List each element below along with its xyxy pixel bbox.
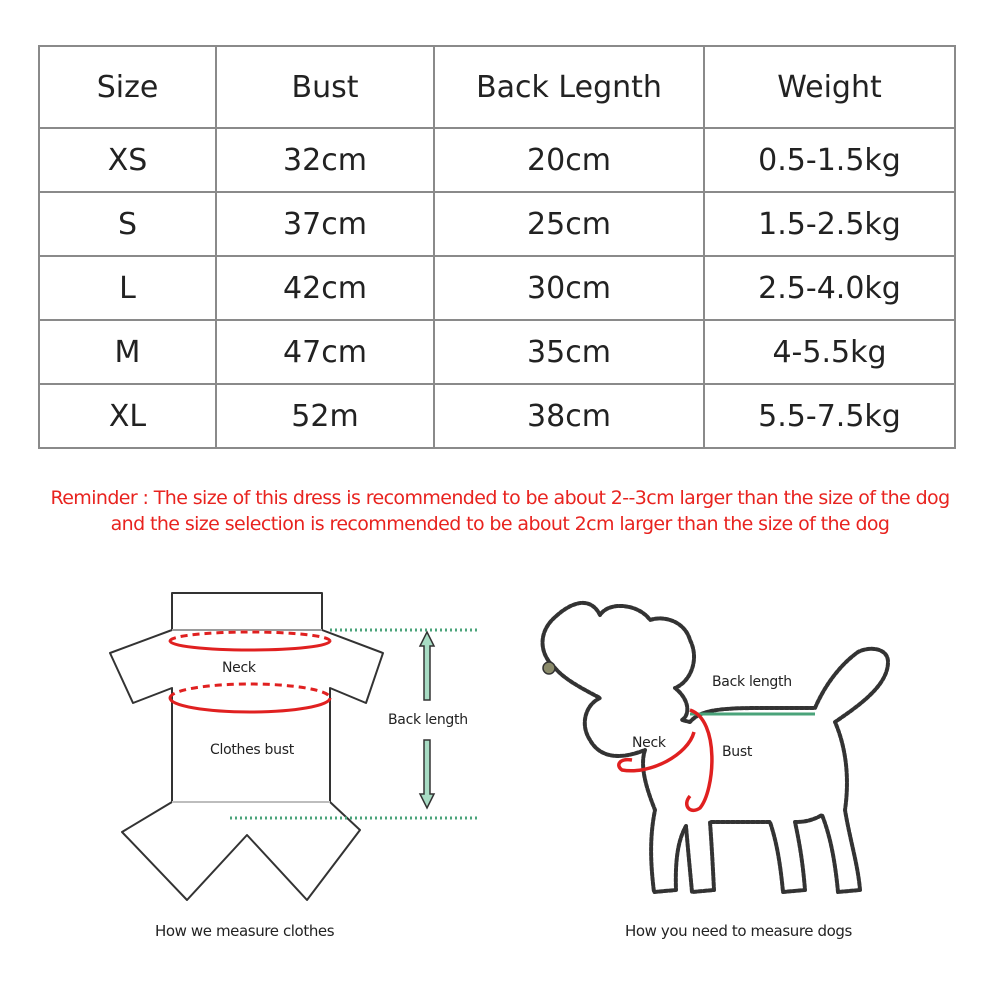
measurement-diagrams: [0, 560, 1000, 980]
table-row: [39, 256, 955, 320]
dog-outline: [543, 603, 888, 892]
dog-back-length-label: Back length: [712, 674, 792, 690]
cell-back-length: 30cm: [434, 256, 704, 320]
cell-weight: 1.5-2.5kg: [704, 192, 955, 256]
table-row: [39, 128, 955, 192]
dog-caption: How you need to measure dogs: [625, 922, 852, 940]
reminder-note: [20, 485, 980, 537]
header-bust: Bust: [216, 46, 434, 128]
table-header-row: [39, 46, 955, 128]
cell-weight: 0.5-1.5kg: [704, 128, 955, 192]
cell-weight: 4-5.5kg: [704, 320, 955, 384]
diagram-illustration: [0, 560, 1000, 980]
dog-nose: [543, 662, 555, 674]
header-size: Size: [39, 46, 216, 128]
cell-back-length: 25cm: [434, 192, 704, 256]
cell-back-length: 20cm: [434, 128, 704, 192]
header-weight: Weight: [704, 46, 955, 128]
cell-size: M: [39, 320, 216, 384]
reminder-line-1: Reminder : The size of this dress is recommended to be about 2--3cm larger than the size of the dog: [50, 487, 950, 509]
table-row: [39, 384, 955, 448]
cell-size: L: [39, 256, 216, 320]
cell-bust: 47cm: [216, 320, 434, 384]
reminder-line-2: and the size selection is recommended to be about 2cm larger than the size of the dog: [110, 513, 890, 535]
table-row: [39, 320, 955, 384]
clothes-bust-measure: [170, 684, 330, 712]
cell-back-length: 35cm: [434, 320, 704, 384]
dog-bust-label: Bust: [722, 744, 753, 760]
clothes-neck-measure: [170, 632, 330, 650]
cell-weight: 5.5-7.5kg: [704, 384, 955, 448]
cell-bust: 52m: [216, 384, 434, 448]
clothes-back-length-label: Back length: [388, 712, 468, 728]
dog-neck-label: Neck: [632, 735, 666, 751]
cell-size: XS: [39, 128, 216, 192]
size-table: [38, 45, 956, 449]
clothes-neck-label: Neck: [222, 660, 256, 676]
header-back-length: Back Legnth: [434, 46, 704, 128]
cell-bust: 42cm: [216, 256, 434, 320]
clothes-caption: How we measure clothes: [155, 922, 335, 940]
cell-size: S: [39, 192, 216, 256]
cell-weight: 2.5-4.0kg: [704, 256, 955, 320]
clothes-bust-label: Clothes bust: [210, 742, 294, 758]
cell-bust: 32cm: [216, 128, 434, 192]
table-row: [39, 192, 955, 256]
cell-size: XL: [39, 384, 216, 448]
cell-back-length: 38cm: [434, 384, 704, 448]
cell-bust: 37cm: [216, 192, 434, 256]
dog-bust-measure: [687, 710, 712, 810]
